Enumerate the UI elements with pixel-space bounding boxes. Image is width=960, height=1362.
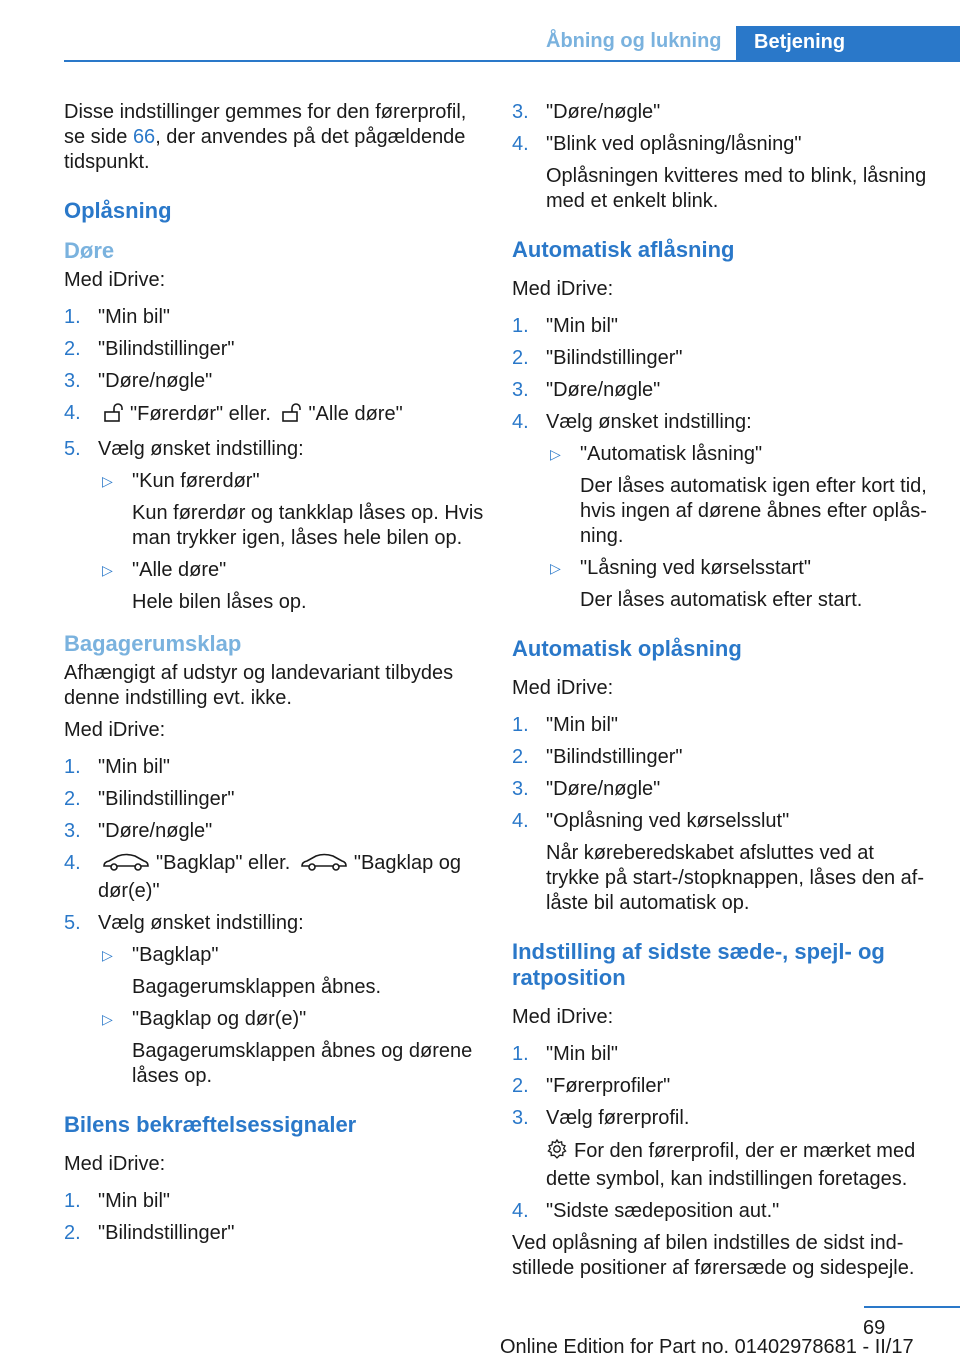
list-text: Vælg ønsket indstilling: <box>98 438 304 460</box>
option-title: "Låsning ved kørselsstart" <box>580 557 811 579</box>
list-text: "Alle døre" <box>308 403 403 425</box>
list-number: 4. <box>64 402 81 424</box>
list-text: Vælg ønsket indstilling: <box>98 912 304 934</box>
gear-icon <box>546 1138 568 1167</box>
list-text: "Døre/nøgle" <box>98 370 213 392</box>
option-title: "Alle døre" <box>132 559 227 581</box>
list-text: "Min bil" <box>98 306 170 328</box>
heading-automatisk-oplasning: Automatisk oplåsning <box>512 636 742 661</box>
auto-lock-steps <box>512 314 932 613</box>
signal-steps <box>64 1189 484 1246</box>
options-list <box>546 442 932 613</box>
doors-steps <box>64 305 484 615</box>
list-number: 5. <box>64 438 81 460</box>
list-number: 1. <box>512 714 529 736</box>
option-item <box>98 943 484 1000</box>
edition-footer: Online Edition for Part no. 01402978681 - II/17 <box>500 1336 914 1358</box>
option-desc: Bagagerumsklappen åbnes og dørene låses op. <box>132 1040 473 1087</box>
page-link-66[interactable]: 66 <box>132 126 156 148</box>
footer-rule <box>864 1306 960 1308</box>
list-text: "Blink ved oplåsning/låsning" <box>546 133 802 155</box>
list-item <box>512 745 932 770</box>
list-item <box>64 787 484 812</box>
list-number: 2. <box>64 788 81 810</box>
bagage-intro: Afhængigt af udstyr og landevariant tilbydes denne indstilling evt. ikke. <box>64 662 454 709</box>
list-text: "Min bil" <box>546 315 618 337</box>
med-idrive: Med iDrive: <box>512 1006 614 1028</box>
left-column <box>64 100 484 1258</box>
heading-sidste-position: Indstilling af sidste sæde-, spejl- og ratposition <box>512 939 885 990</box>
list-number: 1. <box>64 756 81 778</box>
list-item <box>512 713 932 738</box>
list-number: 4. <box>512 1200 529 1222</box>
med-idrive: Med iDrive: <box>64 1153 166 1175</box>
list-item <box>64 337 484 362</box>
option-title: "Bagklap" <box>132 944 219 966</box>
option-item <box>98 1007 484 1089</box>
list-number: 2. <box>64 338 81 360</box>
heading-bagagerumsklap: Bagagerumsklap <box>64 631 242 656</box>
list-text: "Min bil" <box>546 1043 618 1065</box>
list-text: Vælg ønsket indstilling: <box>546 411 752 433</box>
list-item <box>512 132 932 214</box>
header-rule <box>64 60 960 62</box>
bagage-steps <box>64 755 484 1089</box>
list-item <box>64 911 484 1089</box>
header-section-title: Åbning og lukning <box>546 30 722 52</box>
car-tailgate-icon <box>300 852 348 879</box>
list-text: "Førerprofiler" <box>546 1075 671 1097</box>
auto-unlock-steps <box>512 713 932 916</box>
option-item <box>546 556 932 613</box>
closing-paragraph: Ved oplåsning af bilen indstilles de sidst indstillede positioner af førersæde og sidespejle. <box>512 1232 915 1279</box>
header-chapter-tab: Betjening <box>736 26 960 62</box>
list-text: "Førerdør" eller. <box>130 403 271 425</box>
list-item <box>64 1189 484 1214</box>
list-item <box>64 819 484 844</box>
options-list <box>98 469 484 615</box>
option-desc: Hele bilen låses op. <box>132 591 307 613</box>
list-item <box>512 378 932 403</box>
triangle-bullet-icon: ▷ <box>102 562 113 578</box>
list-number: 1. <box>512 315 529 337</box>
list-number: 2. <box>512 746 529 768</box>
list-text: "Min bil" <box>546 714 618 736</box>
list-number: 1. <box>512 1043 529 1065</box>
list-desc-text: For den førerprofil, der er mærket med dette symbol, kan indstillingen foretages. <box>546 1140 916 1190</box>
list-text: "Bilindstillinger" <box>546 347 683 369</box>
list-number: 3. <box>64 370 81 392</box>
list-desc: Oplåsningen kvitteres med to blink, låsning med et enkelt blink. <box>546 165 927 212</box>
triangle-bullet-icon: ▷ <box>102 947 113 963</box>
option-item <box>546 442 932 549</box>
list-number: 3. <box>64 820 81 842</box>
triangle-bullet-icon: ▷ <box>550 560 561 576</box>
list-item <box>512 809 932 916</box>
options-list <box>98 943 484 1089</box>
page-number: 69 <box>863 1317 886 1339</box>
list-text: Vælg førerprofil. <box>546 1107 690 1129</box>
intro-paragraph <box>64 100 484 175</box>
list-text: "Oplåsning ved kørselsslut" <box>546 810 790 832</box>
heading-dore: Døre <box>64 238 115 263</box>
list-text: "Døre/nøgle" <box>546 379 661 401</box>
list-text: "Min bil" <box>98 1190 170 1212</box>
list-text: "Døre/nøgle" <box>546 778 661 800</box>
list-item <box>64 851 484 904</box>
triangle-bullet-icon: ▷ <box>102 473 113 489</box>
list-number: 2. <box>512 1075 529 1097</box>
list-text: "Bilindstillinger" <box>98 1222 235 1244</box>
heading-bekraeftelsessignaler: Bilens bekræftelsessignaler <box>64 1112 357 1137</box>
list-text: "Bilindstillinger" <box>546 746 683 768</box>
list-text: "Sidste sædeposition aut." <box>546 1200 780 1222</box>
option-title: "Kun førerdør" <box>132 470 260 492</box>
list-item <box>512 777 932 802</box>
option-item <box>98 558 484 615</box>
med-idrive: Med iDrive: <box>64 719 166 741</box>
list-number: 1. <box>64 1190 81 1212</box>
list-item <box>512 1074 932 1099</box>
option-title: "Bagklap og dør(e)" <box>132 1008 307 1030</box>
car-tailgate-icon <box>102 852 150 879</box>
option-item <box>98 469 484 551</box>
list-number: 3. <box>512 1107 529 1129</box>
right-column <box>512 100 932 1288</box>
med-idrive: Med iDrive: <box>512 677 614 699</box>
list-item <box>512 410 932 613</box>
list-item <box>64 437 484 615</box>
list-item <box>64 1221 484 1246</box>
list-item <box>64 305 484 330</box>
list-item <box>512 1042 932 1067</box>
list-number: 5. <box>64 912 81 934</box>
signal-steps-cont <box>512 100 932 214</box>
list-number: 3. <box>512 379 529 401</box>
list-number: 4. <box>512 810 529 832</box>
list-text: "Min bil" <box>98 756 170 778</box>
unlock-icon <box>102 401 124 430</box>
unlock-icon <box>280 401 302 430</box>
option-title: "Automatisk låsning" <box>580 443 763 465</box>
list-number: 3. <box>512 101 529 123</box>
med-idrive: Med iDrive: <box>512 278 614 300</box>
list-item <box>64 755 484 780</box>
list-item <box>64 369 484 394</box>
list-desc: Når køreberedskabet afsluttes ved at trykke på start-/stopknappen, låses den aflåste bil automatisk op. <box>546 842 924 914</box>
med-idrive: Med iDrive: <box>64 269 166 291</box>
heading-automatisk-aflasning: Automatisk aflåsning <box>512 237 735 262</box>
list-number: 4. <box>512 133 529 155</box>
list-text: "Bagklap og dør(e)" <box>98 852 462 902</box>
intro-text-end: , der anvendes på det pågældende tidspunkt. <box>64 126 466 173</box>
list-number: 3. <box>512 778 529 800</box>
list-text: "Døre/nøgle" <box>546 101 661 123</box>
list-item <box>512 100 932 125</box>
triangle-bullet-icon: ▷ <box>550 446 561 462</box>
option-desc: Bagagerumsklappen åbnes. <box>132 976 382 998</box>
list-item <box>512 1106 932 1192</box>
option-desc: Der låses automatisk igen efter kort tid, hvis ingen af dørene åbnes efter oplåsning. <box>580 475 927 547</box>
triangle-bullet-icon: ▷ <box>102 1011 113 1027</box>
list-number: 4. <box>512 411 529 433</box>
intro-text: Disse indstillinger gemmes for den førerprofil, se side <box>64 101 467 148</box>
list-item <box>512 346 932 371</box>
list-item <box>512 1199 932 1224</box>
list-text: "Bilindstillinger" <box>98 338 235 360</box>
position-steps <box>512 1042 932 1224</box>
list-number: 2. <box>64 1222 81 1244</box>
list-text: "Døre/nøgle" <box>98 820 213 842</box>
list-number: 4. <box>64 852 81 874</box>
list-text: "Bilindstillinger" <box>98 788 235 810</box>
list-item <box>64 401 484 430</box>
list-text: "Bagklap" eller. <box>156 852 291 874</box>
list-item <box>512 314 932 339</box>
list-number: 1. <box>64 306 81 328</box>
list-number: 2. <box>512 347 529 369</box>
option-desc: Kun førerdør og tankklap låses op. Hvis man trykker igen, låses hele bilen op. <box>132 502 484 549</box>
option-desc: Der låses automatisk efter start. <box>580 589 863 611</box>
list-desc <box>546 1138 932 1192</box>
heading-oplasning: Oplåsning <box>64 198 172 223</box>
